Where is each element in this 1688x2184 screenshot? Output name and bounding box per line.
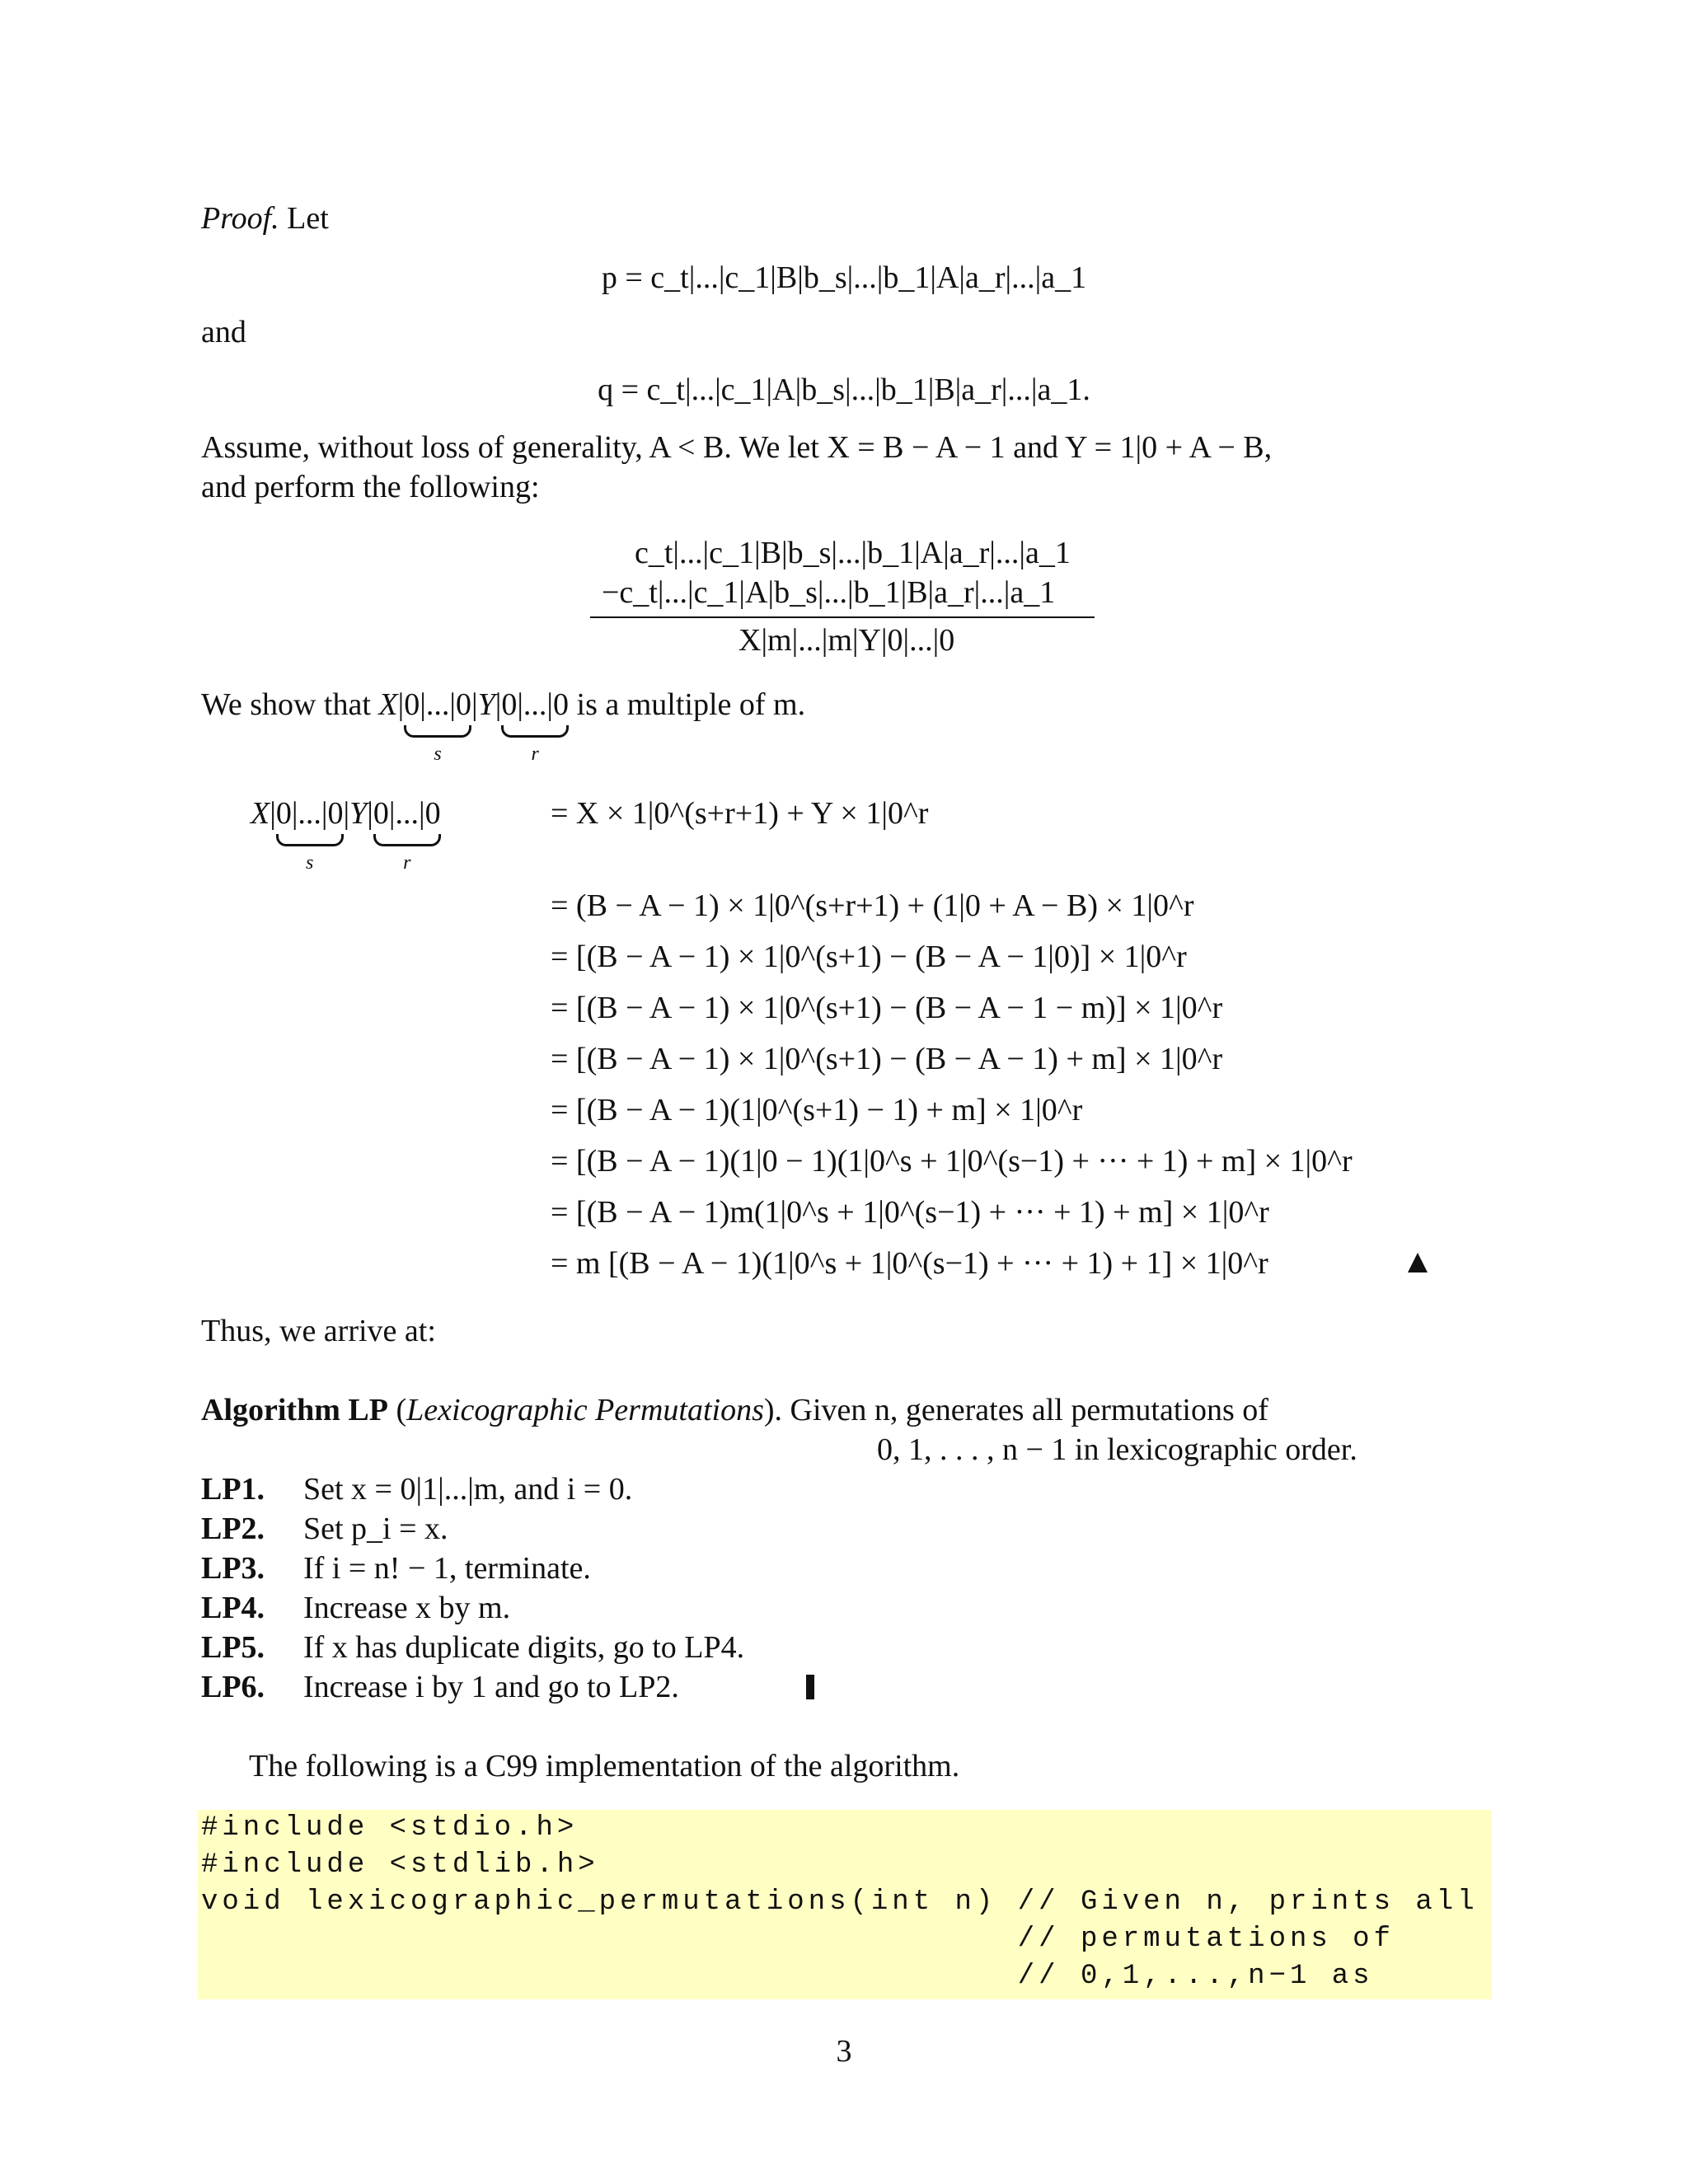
step-text: Increase i by 1 and go to LP2. — [303, 1670, 679, 1704]
step-label: LP2. — [201, 1511, 265, 1546]
step-text: Set x = 0|1|...|m, and i = 0. — [303, 1472, 633, 1507]
thus-text: Thus, we arrive at: — [201, 1314, 436, 1348]
step-lp4 — [201, 1591, 510, 1627]
subtraction-result: X|m|...|m|Y|0|...|0 — [738, 623, 955, 658]
end-of-algorithm-bar-icon — [806, 1675, 814, 1699]
brace-label-s: s — [434, 743, 442, 765]
derivation-line-5: = [(B − A − 1) × 1|0^(s+1) − (B − A − 1) + m] × 1|0^r — [551, 1042, 1223, 1076]
proof-label: Proof. — [201, 201, 279, 236]
algorithm-name: Algorithm LP — [201, 1393, 388, 1427]
code-line-2: #include <stdlib.h> — [201, 1849, 599, 1881]
subtraction-row-1: c_t|...|c_1|B|b_s|...|b_1|A|a_r|...|a_1 — [635, 536, 1071, 570]
and-word: and — [201, 315, 246, 349]
step-lp6 — [201, 1670, 679, 1706]
algorithm-desc-1: Given n, generates all permutations of — [790, 1393, 1268, 1427]
equation-q — [0, 373, 1688, 409]
show-after: is a multiple of m. — [576, 687, 806, 722]
step-label: LP4. — [201, 1591, 265, 1625]
step-label: LP6. — [201, 1670, 265, 1704]
step-text: Increase x by m. — [303, 1591, 511, 1625]
derivation-line-6: = [(B − A − 1)(1|0^(s+1) − 1) + m] × 1|0^r — [551, 1093, 1083, 1127]
algorithm-header: Algorithm LP (Lexicographic Permutations). Given n, generates all permutations of — [201, 1393, 1268, 1427]
algorithm-title: Lexicographic Permutations — [406, 1393, 764, 1427]
derivation-line-2: = (B − A − 1) × 1|0^(s+r+1) + (1|0 + A − B) × 1|0^r — [551, 888, 1194, 923]
step-lp5 — [201, 1630, 744, 1666]
lhs-brace-label-r: r — [403, 851, 411, 874]
code-block — [198, 1810, 1492, 1999]
lhs-brace-label-s: s — [306, 851, 314, 874]
show-statement: We show that X|0|...|0 s |Y|0|...|0 r is a multiple of m. — [201, 687, 806, 765]
derivation-line-1: = X × 1|0^(s+r+1) + Y × 1|0^r — [551, 796, 929, 831]
end-of-proof-triangle-icon — [1408, 1253, 1428, 1272]
step-text: If x has duplicate digits, go to LP4. — [303, 1630, 745, 1665]
step-lp1 — [201, 1472, 632, 1508]
derivation-line-4: = [(B − A − 1) × 1|0^(s+1) − (B − A − 1 − m)] × 1|0^r — [551, 991, 1223, 1025]
code-line-4: // permutations of — [201, 1924, 1395, 1955]
step-text: If i = n! − 1, terminate. — [303, 1551, 591, 1586]
assume-line-2: and perform the following: — [201, 470, 540, 504]
proof-let: Let — [287, 201, 329, 236]
subtraction-row-2: −c_t|...|c_1|A|b_s|...|b_1|B|a_r|...|a_1 — [602, 575, 1056, 610]
step-text: Set p_i = x. — [303, 1511, 448, 1546]
algorithm-desc-2: 0, 1, . . . , n − 1 in lexicographic order. — [877, 1432, 1357, 1467]
show-before: We show that — [201, 687, 371, 722]
step-lp2 — [201, 1511, 448, 1548]
subtraction-rule — [590, 616, 1095, 618]
step-label: LP5. — [201, 1630, 265, 1665]
code-line-5: // 0,1,...,n−1 as — [201, 1961, 1374, 1992]
implementation-intro: The following is a C99 implementation of the algorithm. — [249, 1749, 960, 1783]
assume-line-1: Assume, without loss of generality, A < B. We let X = B − A − 1 and Y = 1|0 + A − B, — [201, 430, 1273, 465]
step-label: LP1. — [201, 1472, 265, 1507]
derivation-line-7: = [(B − A − 1)(1|0 − 1)(1|0^s + 1|0^(s−1) + ··· + 1) + m] × 1|0^r — [551, 1144, 1353, 1179]
derivation-line-3: = [(B − A − 1) × 1|0^(s+1) − (B − A − 1|0)] × 1|0^r — [551, 940, 1187, 974]
equation-p — [0, 260, 1688, 297]
step-label: LP3. — [201, 1551, 265, 1586]
proof-heading — [201, 201, 329, 237]
derivation-lhs: X|0|...|0 s |Y|0|...|0 r — [251, 796, 441, 874]
equation-q-text: q = c_t|...|c_1|A|b_s|...|b_1|B|a_r|...|a_1. — [598, 373, 1090, 407]
code-line-3: void lexicographic_permutations(int n) // Given n, prints all — [201, 1886, 1479, 1918]
derivation-line-9: = m [(B − A − 1)(1|0^s + 1|0^(s−1) + ··· + 1) + 1] × 1|0^r — [551, 1246, 1268, 1281]
brace-label-r: r — [531, 743, 539, 765]
page-number: 3 — [836, 2034, 852, 2069]
step-lp3 — [201, 1551, 591, 1587]
equation-p-text: p = c_t|...|c_1|B|b_s|...|b_1|A|a_r|...|a_1 — [601, 260, 1087, 295]
code-line-1: #include <stdio.h> — [201, 1812, 579, 1844]
derivation-line-8: = [(B − A − 1)m(1|0^s + 1|0^(s−1) + ··· + 1) + m] × 1|0^r — [551, 1195, 1269, 1230]
